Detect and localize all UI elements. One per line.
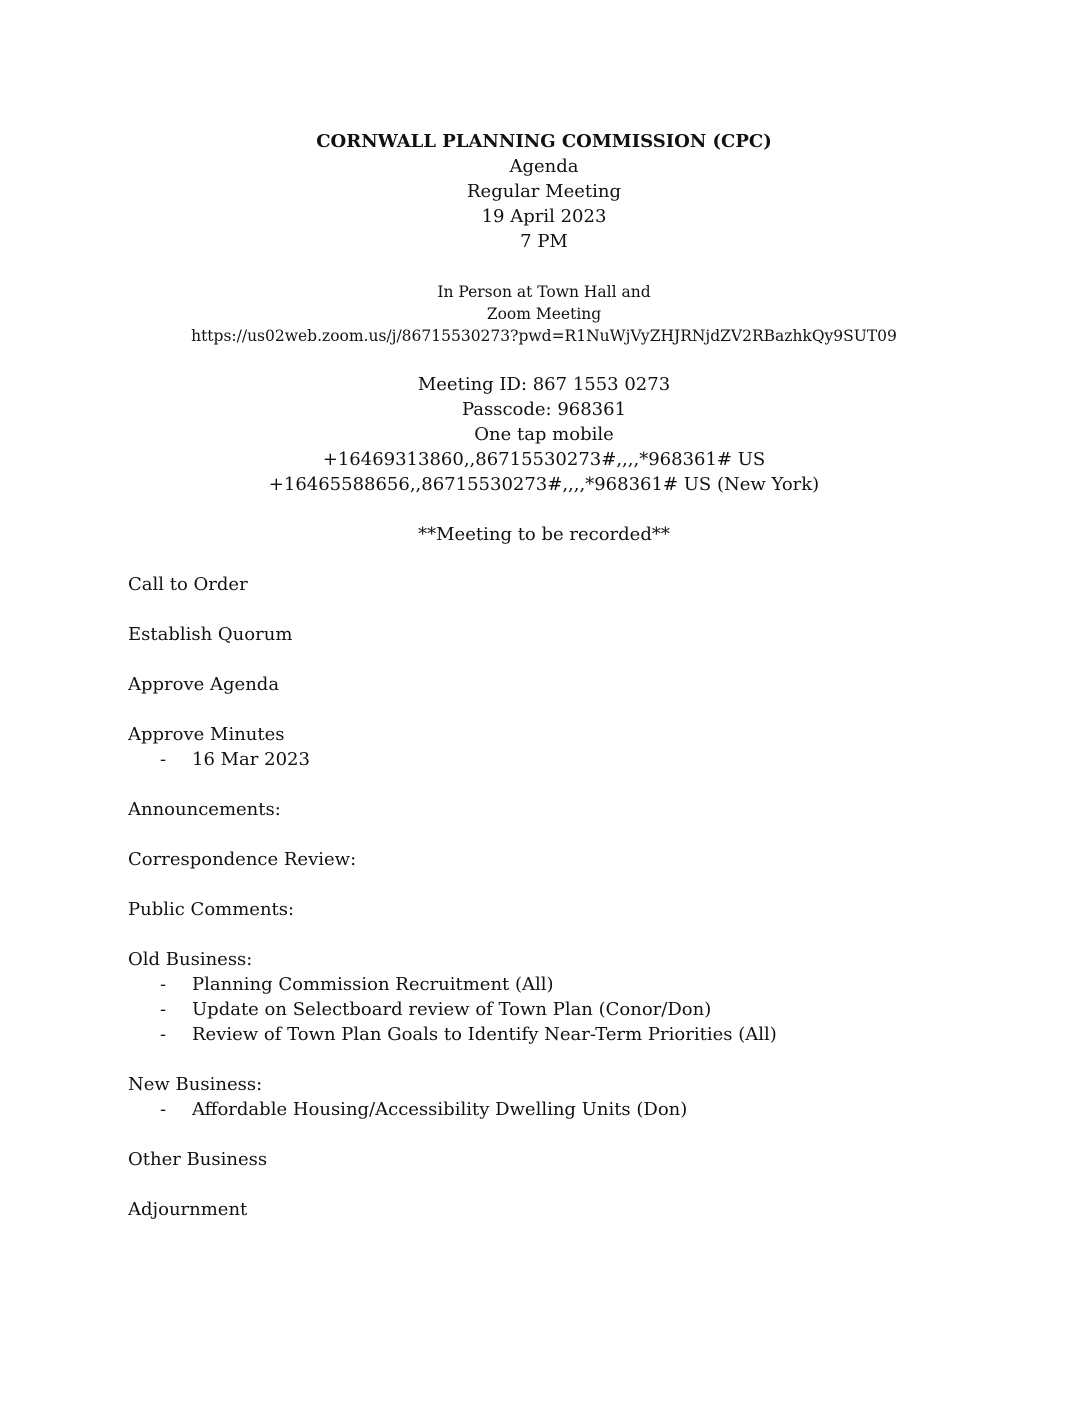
recorded-note: **Meeting to be recorded**	[418, 524, 670, 545]
bullet-dash: -	[160, 1099, 167, 1120]
list-item	[128, 1022, 1028, 1047]
bullet-dash: -	[160, 1024, 167, 1045]
section-title: Announcements:	[128, 799, 281, 820]
one-tap-label: One tap mobile	[474, 424, 614, 445]
agenda-section-establish-quorum	[128, 622, 1028, 647]
section-title: New Business:	[128, 1074, 263, 1095]
list-item	[128, 747, 1028, 772]
meeting-time: 7 PM	[520, 231, 568, 252]
agenda-section-adjournment	[128, 1197, 1028, 1222]
document-type: Agenda	[509, 156, 579, 177]
agenda-items	[128, 572, 1028, 1247]
section-title: Approve Minutes	[128, 724, 285, 745]
section-title: Establish Quorum	[128, 624, 293, 645]
phone-number-us: +16469313860,,86715530273#,,,,*968361# US	[322, 449, 766, 470]
section-title: Public Comments:	[128, 899, 295, 920]
agenda-section-correspondence-review	[128, 847, 1028, 872]
list-item-text: Update on Selectboard review of Town Plan (Conor/Don)	[192, 999, 712, 1020]
agenda-section-new-business	[128, 1072, 1028, 1122]
meeting-date: 19 April 2023	[481, 206, 607, 227]
list-item-text: 16 Mar 2023	[192, 749, 310, 770]
agenda-section-old-business	[128, 947, 1028, 1047]
agenda-header	[0, 129, 1088, 254]
section-title: Old Business:	[128, 949, 253, 970]
section-title: Approve Agenda	[128, 674, 280, 695]
section-title: Call to Order	[128, 574, 248, 595]
meeting-id: Meeting ID: 867 1553 0273	[417, 374, 671, 395]
phone-number-new-york: +16465588656,,86715530273#,,,,*968361# US (New York)	[268, 474, 820, 495]
section-title: Other Business	[128, 1149, 268, 1170]
commission-title: CORNWALL PLANNING COMMISSION (CPC)	[316, 131, 772, 152]
recording-notice	[0, 522, 1088, 547]
meeting-location: In Person at Town Hall and	[437, 283, 651, 301]
section-title: Correspondence Review:	[128, 849, 357, 870]
meeting-passcode: Passcode: 968361	[461, 399, 627, 420]
bullet-dash: -	[160, 749, 167, 770]
agenda-section-call-to-order	[128, 572, 1028, 597]
list-item-text: Affordable Housing/Accessibility Dwelling Units (Don)	[192, 1099, 688, 1120]
meeting-type: Regular Meeting	[467, 181, 621, 202]
agenda-section-approve-minutes	[128, 722, 1028, 772]
list-item-text: Planning Commission Recruitment (All)	[192, 974, 554, 995]
agenda-section-approve-agenda	[128, 672, 1028, 697]
agenda-section-announcements	[128, 797, 1028, 822]
list-item	[128, 997, 1028, 1022]
section-title: Adjournment	[128, 1199, 248, 1220]
bullet-dash: -	[160, 974, 167, 995]
zoom-platform: Zoom Meeting	[486, 305, 602, 323]
zoom-info	[0, 281, 1088, 347]
zoom-link[interactable]: https://us02web.zoom.us/j/86715530273?pwd=R1NuWjVyZHJRNjdZV2RBazhkQy9SUT09	[191, 327, 897, 345]
meeting-credentials	[0, 372, 1088, 497]
bullet-dash: -	[160, 999, 167, 1020]
agenda-section-public-comments	[128, 897, 1028, 922]
list-item	[128, 972, 1028, 997]
agenda-section-other-business	[128, 1147, 1028, 1172]
list-item	[128, 1097, 1028, 1122]
list-item-text: Review of Town Plan Goals to Identify Near-Term Priorities (All)	[192, 1024, 777, 1045]
